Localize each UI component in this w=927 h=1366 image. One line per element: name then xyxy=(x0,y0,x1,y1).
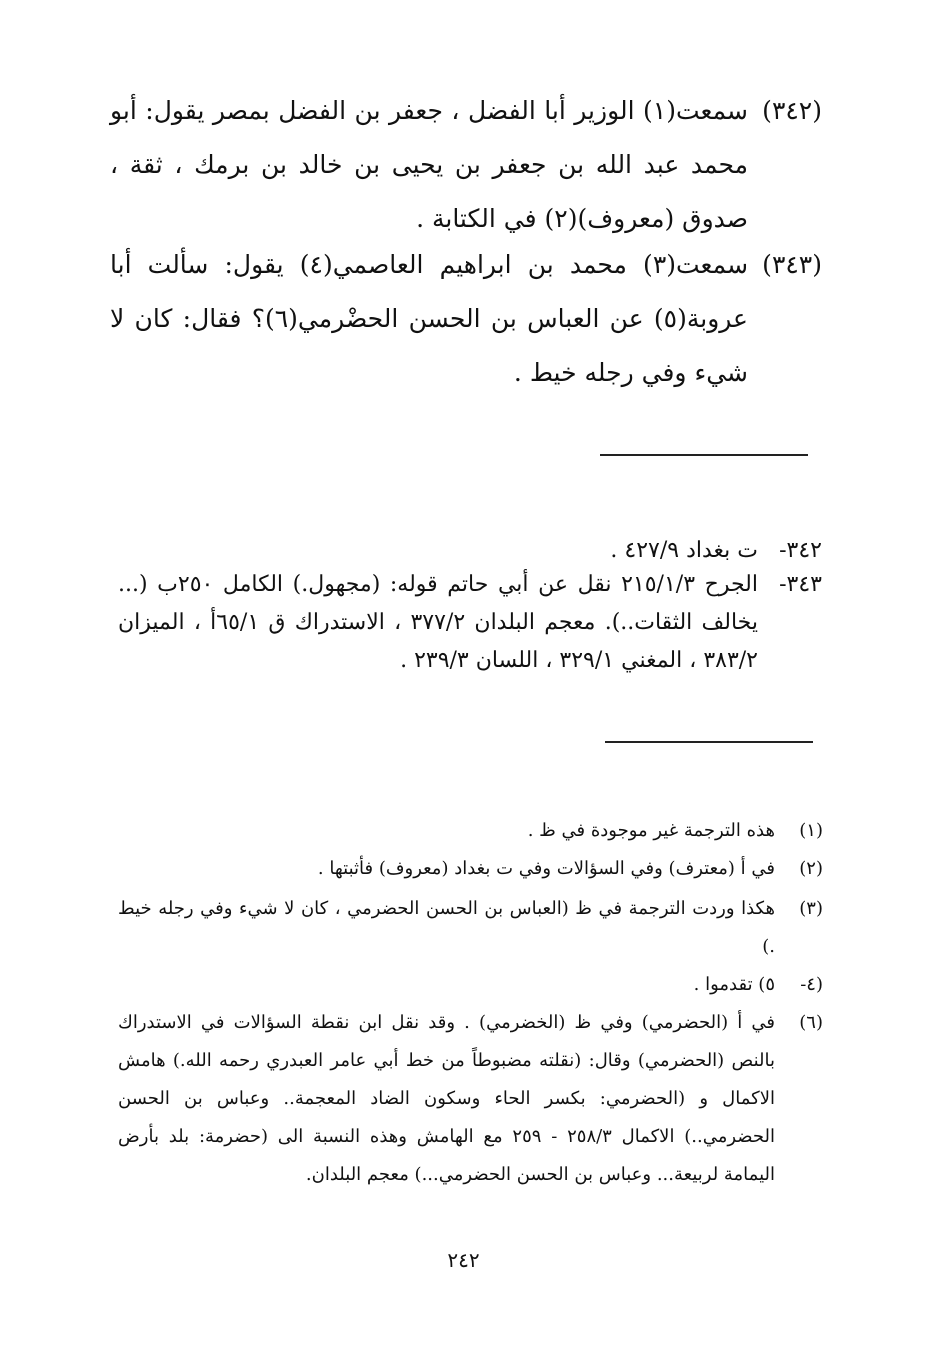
footnote-number: (٤- xyxy=(800,974,823,995)
footnote-text: في أ (معترف) وفي السؤالات وفي ت بغداد (معروف) فأثبتها . xyxy=(317,858,775,879)
footnote-4-5 xyxy=(118,966,823,1004)
footnote-1 xyxy=(118,812,823,850)
entry-number: (٣٤٣) xyxy=(762,250,822,279)
footnote-text: هذه الترجمة غير موجودة في ظ . xyxy=(527,820,775,841)
entry-343 xyxy=(110,238,822,400)
entry-number: (٣٤٢) xyxy=(762,96,822,125)
footnote-number: (٦) xyxy=(799,1012,823,1033)
source-note-342 xyxy=(118,532,822,570)
note-text: ت بغداد ٤٢٧/٩ . xyxy=(610,538,758,563)
footnote-text: في أ (الحضرمي) وفي ظ (الخضرمي) . وقد نقل ابن نقطة السؤالات في الاستدراك بالنص (الحضرمي) وقال: (نقلته مضبوطاً من خط أبي عامر العبدري رحمه الله.) هامش الاكمال و (الحضرمي: بكسر الحاء وسكون الضاد المعجمة.. وعباس بن الحسن الحضرمي..) الاكمال ٢٥٨/٣ - ٢٥٩ مع الهامش وهذه النسبة الى (حضرمة: بلد بأرض اليمامة لربيعة... وعباس بن الحسن الحضرمي...) معجم البلدان. xyxy=(118,1012,775,1185)
footnote-6 xyxy=(118,1004,823,1194)
footnote-2 xyxy=(118,850,823,888)
divider-rule xyxy=(600,454,808,456)
note-text: الجرح ٢١٥/١/٣ نقل عن أبي حاتم قوله: (مجهول.) الكامل ٢٥٠ب (... يخالف الثقات..). معجم البلدان ٣٧٧/٢ ، الاستدراك ق ٦٥/١أ ، الميزان ٣٨٣/٢ ، المغني ٣٢٩/١ ، اللسان ٢٣٩/٣ . xyxy=(118,572,759,673)
entry-342 xyxy=(110,84,822,246)
footnote-text: ٥) تقدموا . xyxy=(693,974,775,995)
footnote-number: (١) xyxy=(799,820,823,841)
page-number: ٢٤٢ xyxy=(447,1248,480,1272)
source-note-343 xyxy=(118,566,822,680)
note-number: ٣٤٢- xyxy=(779,538,822,563)
divider-rule xyxy=(605,741,813,743)
note-number: ٣٤٣- xyxy=(779,572,822,597)
footnote-number: (٣) xyxy=(799,898,823,919)
entry-text: سمعت(١) الوزير أبا الفضل ، جعفر بن الفضل بمصر يقول: أبو محمد عبد الله بن جعفر بن يحيى بن خالد بن برمك ، ثقة ، صدوق (معروف)(٢) في الكتابة . xyxy=(110,96,748,233)
entry-text: سمعت(٣) محمد بن ابراهيم العاصمي(٤) يقول: سألت أبا عروبة(٥) عن العباس بن الحسن الحضْرمي(٦)؟ فقال: كان لا شيء وفي رجله خيط . xyxy=(110,250,749,387)
footnote-3 xyxy=(118,890,823,966)
footnote-text: هكذا وردت الترجمة في ظ (العباس بن الحسن الحضرمي ، كان لا شيء وفي رجله خيط .) xyxy=(118,898,775,957)
footnote-number: (٢) xyxy=(799,858,823,879)
